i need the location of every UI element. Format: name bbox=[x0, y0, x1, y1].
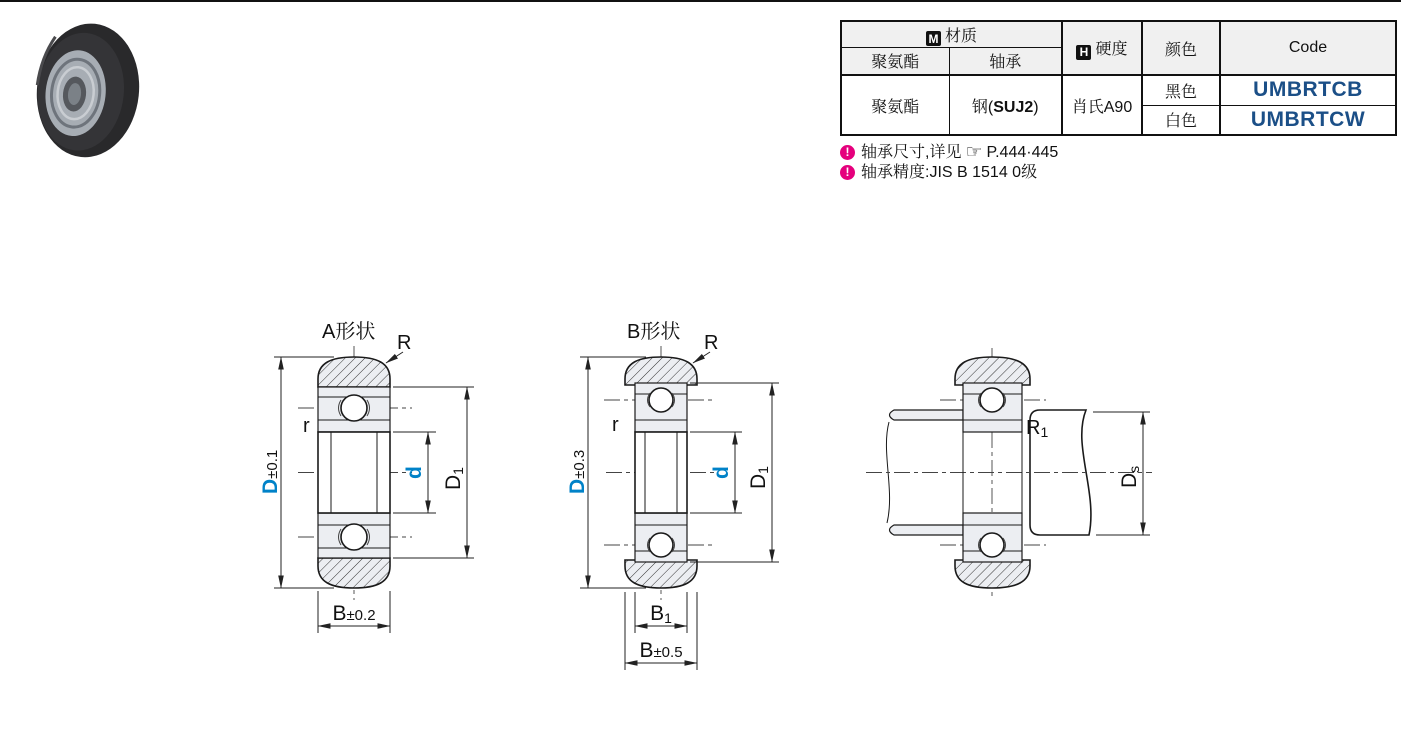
cell-material2-pre: 钢( bbox=[971, 98, 994, 116]
material-icon: M bbox=[926, 31, 941, 46]
cell-material2-post: ) bbox=[1033, 98, 1039, 116]
alert-icon: ! bbox=[840, 165, 855, 180]
drawing-b-title: B形状 bbox=[627, 321, 681, 343]
header-color: 颜色 bbox=[1142, 21, 1220, 75]
dim-B-a: B±0.2 bbox=[332, 602, 376, 625]
header-code: Code bbox=[1220, 21, 1396, 75]
notes bbox=[840, 143, 1058, 183]
header-material-sub2: 轴承 bbox=[949, 47, 1062, 75]
dim-D-a: D±0.1 bbox=[259, 449, 282, 494]
header-hardness bbox=[1062, 21, 1142, 75]
part-code-white[interactable]: UMBRTCW bbox=[1220, 105, 1396, 135]
header-hardness-label: 硬度 bbox=[1095, 41, 1128, 59]
label-R1: R1 bbox=[1026, 417, 1049, 440]
note-text: 轴承精度:JIS B 1514 0级 bbox=[861, 164, 1038, 181]
note-text: 轴承尺寸,详见 bbox=[861, 144, 962, 161]
cell-hardness: 肖氏A90 bbox=[1062, 75, 1142, 135]
drawing-a-shape bbox=[259, 320, 474, 633]
dim-D1-a: D1 bbox=[442, 467, 466, 490]
dim-d-b: d bbox=[710, 466, 733, 479]
alert-icon: ! bbox=[840, 145, 855, 160]
spec-table bbox=[840, 20, 1397, 136]
part-code-black[interactable]: UMBRTCB bbox=[1220, 75, 1396, 105]
product-photo bbox=[22, 10, 146, 162]
header-material-label: 材质 bbox=[944, 27, 977, 45]
dim-B1-b: B1 bbox=[650, 602, 672, 626]
dim-d-a: d bbox=[403, 466, 426, 479]
page-border-bottom bbox=[0, 0, 1401, 2]
label-r-a: r bbox=[303, 415, 310, 437]
cell-material2 bbox=[949, 75, 1062, 135]
label-R-a: R bbox=[397, 332, 412, 354]
label-r-b: r bbox=[612, 414, 619, 436]
hardness-icon: H bbox=[1076, 45, 1091, 60]
note-bearing-size bbox=[840, 143, 1058, 162]
dim-Ds: Ds bbox=[1118, 465, 1142, 488]
technical-drawings bbox=[250, 300, 1170, 690]
note-page-ref[interactable]: P.444·445 bbox=[986, 144, 1059, 161]
cell-material2-grade: SUJ2 bbox=[993, 98, 1034, 116]
pointing-hand-icon: ☞ bbox=[965, 142, 983, 163]
header-material bbox=[841, 21, 1062, 47]
cell-color-white: 白色 bbox=[1142, 105, 1220, 135]
drawing-mounted bbox=[866, 348, 1152, 600]
label-R-b: R bbox=[704, 332, 719, 354]
header-material-sub1: 聚氨酯 bbox=[841, 47, 949, 75]
drawing-a-title: A形状 bbox=[322, 321, 376, 343]
roller-photo-group bbox=[30, 18, 145, 162]
dim-D1-b: D1 bbox=[747, 466, 771, 489]
cell-color-black: 黑色 bbox=[1142, 75, 1220, 105]
drawing-b-shape bbox=[566, 320, 779, 670]
note-bearing-precision bbox=[840, 163, 1058, 182]
dim-D-b: D±0.3 bbox=[566, 449, 589, 494]
cell-material1: 聚氨酯 bbox=[871, 98, 920, 116]
dim-B-b: B±0.5 bbox=[639, 639, 683, 662]
